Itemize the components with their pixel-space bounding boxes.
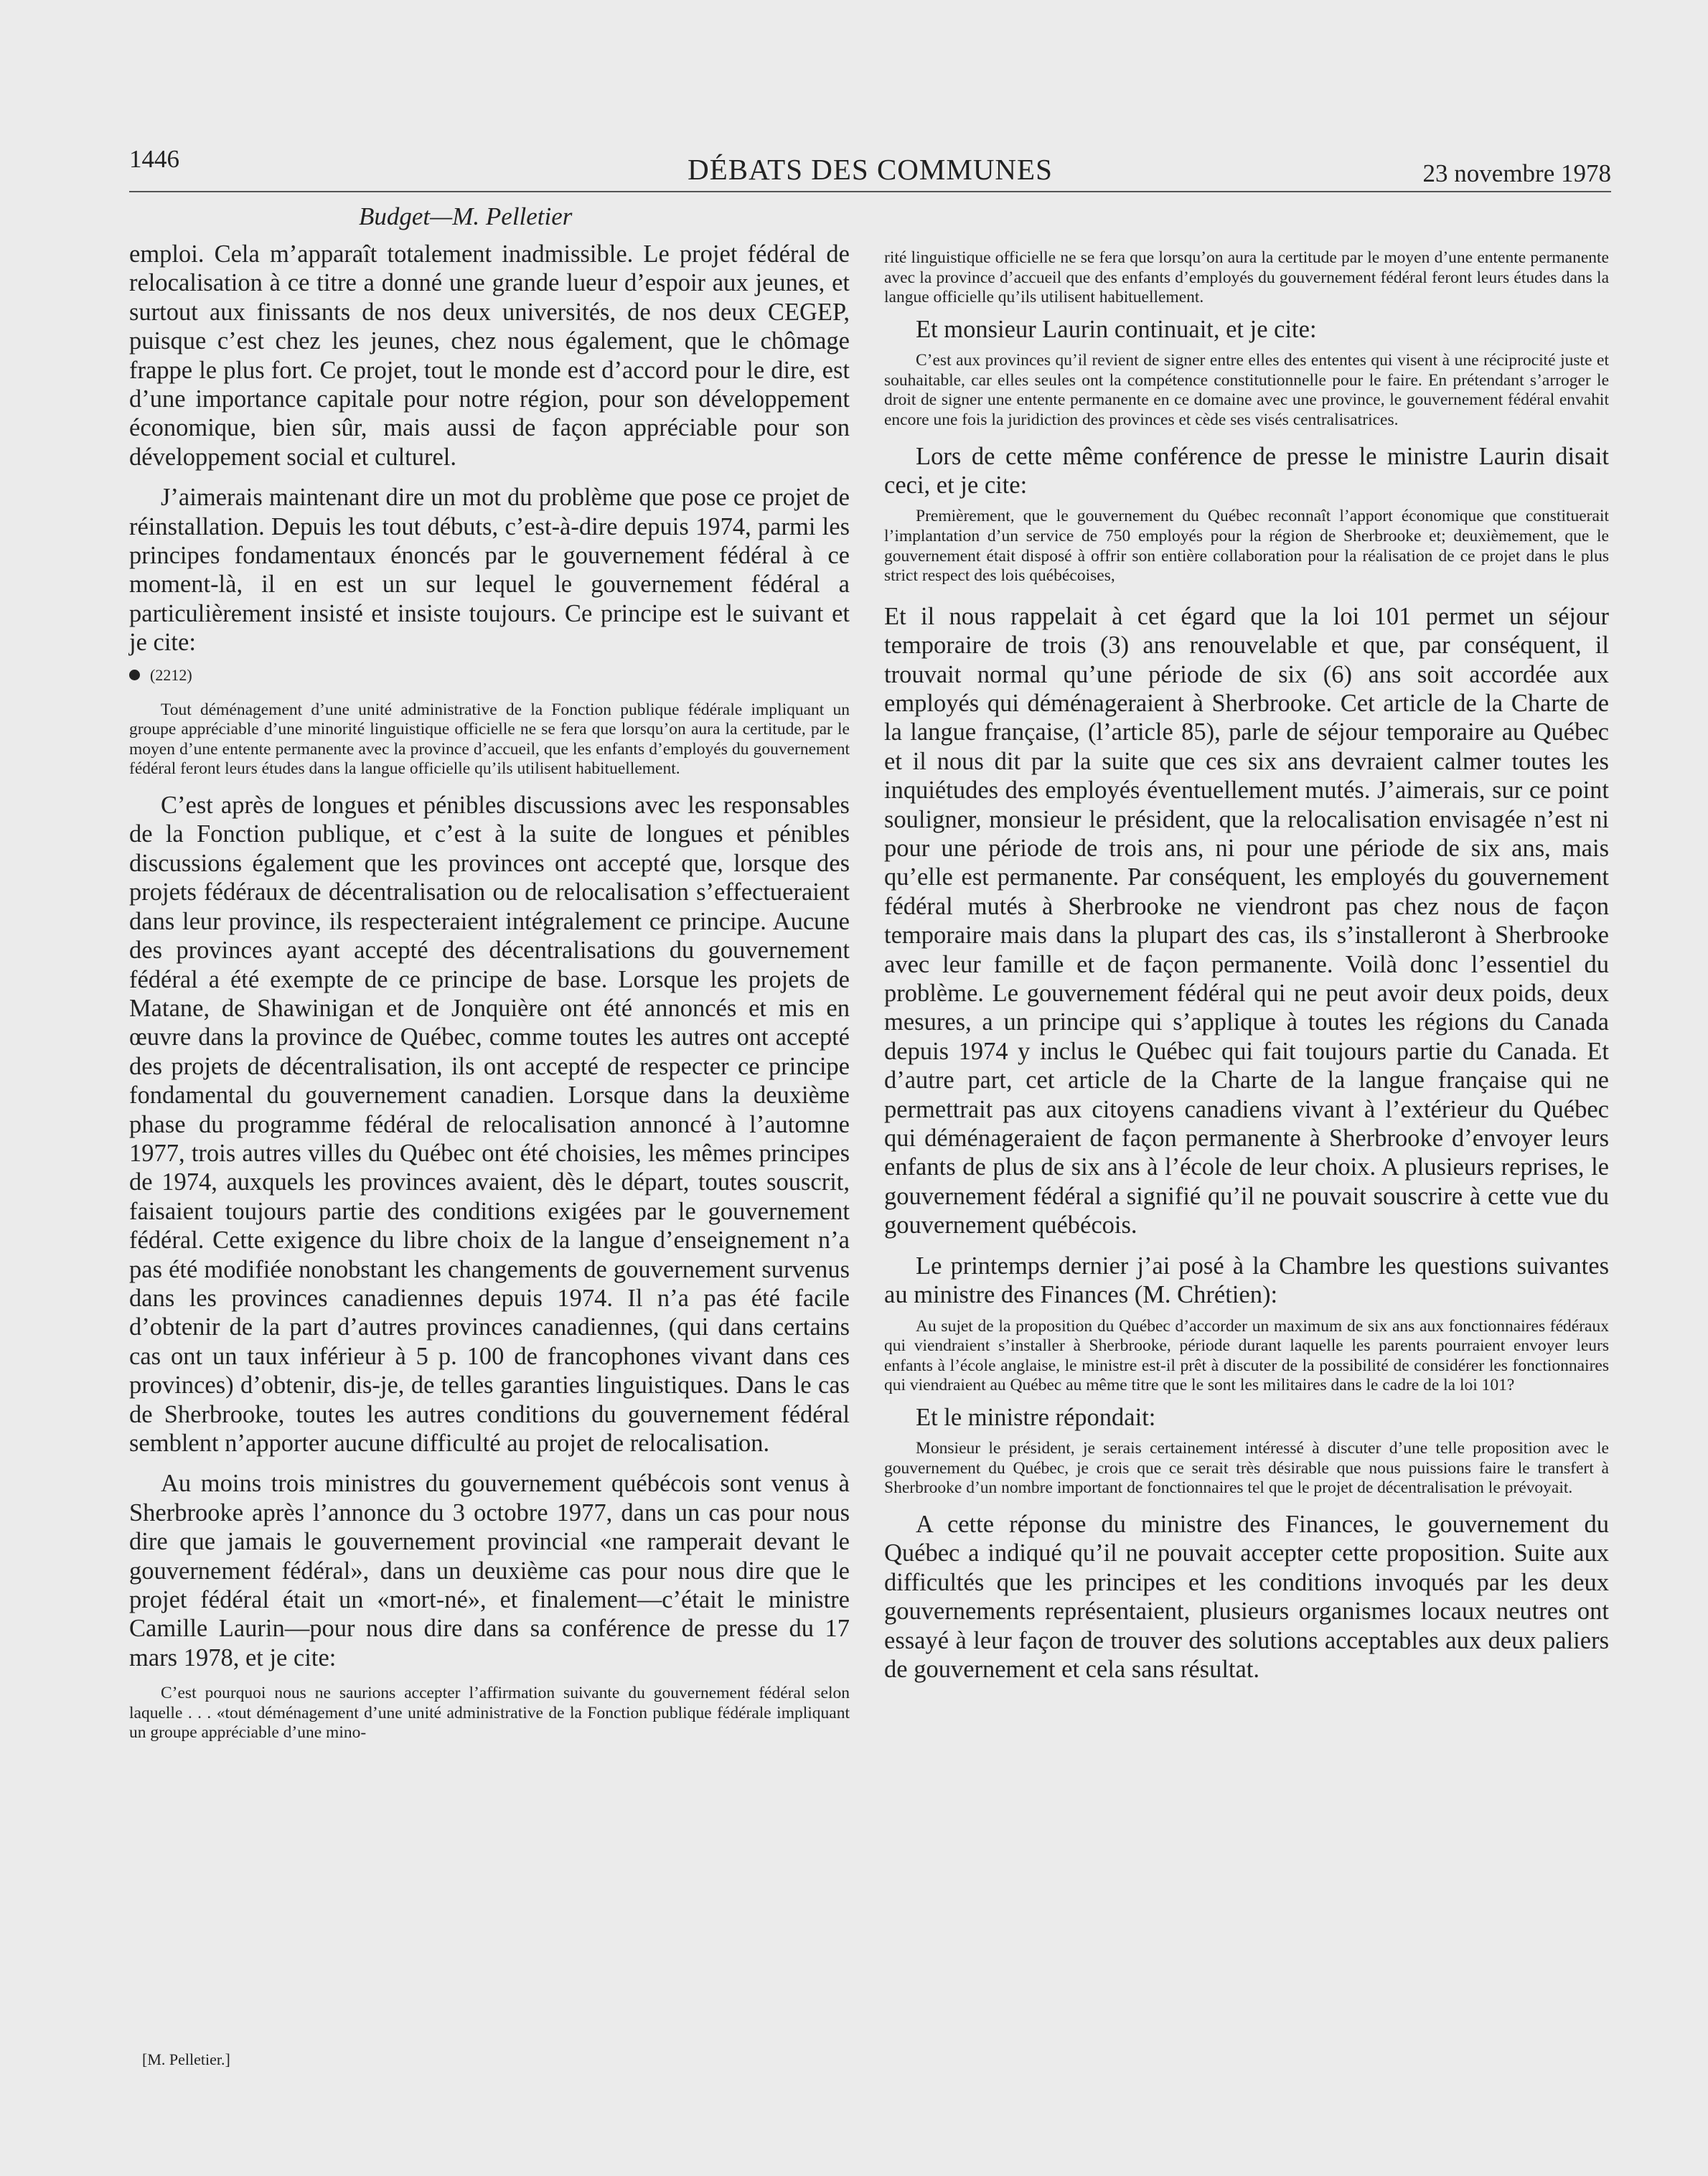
body-paragraph: Et le ministre répondait: bbox=[916, 1403, 1156, 1431]
running-subhead: Budget—M. Pelletier bbox=[359, 202, 573, 230]
journal-title: DÉBATS DES COMMUNES bbox=[688, 153, 1053, 186]
body-paragraph: Et il nous rappelait à cet égard que la loi 101 permet un séjour temporaire de trois (3) ans renouvelable et que, par conséquent, il trouvait normal qu’une période de six (6) ans soit accordée aux employés qui déménageraient à Sherbrooke. Cet article de la Charte de la langue française, (l’article 85), parle de séjour temporaire au Québec et il nous dit par la suite que ces six ans devraient calmer toutes les inquiétudes des employés éventuellement mutés. J’aimerais, sur ce point souligner, monsieur le président, que la relocalisation envisagée n’est ni pour une période de trois ans, ni pour une période de six ans, mais qu’elle est permanente. Par conséquent, les employés du gouvernement fédéral mutés à Sherbrooke ne viendront pas chez nous de façon temporaire mais dans la plupart des cas, ils s’installeront à Sherbrooke avec leur famille et de façon permanente. Voilà donc l’essentiel du problème. Le gouvernement fédéral qui ne peut avoir deux poids, deux mesures, a un principe qui s’applique à toutes les régions du Canada depuis 1974 y inclus le Québec qui fait toujours partie du Canada. Et d’autre part, cet article de la Charte de la langue française qui ne permettrait pas aux citoyens canadiens vivant à l’extérieur du Québec qui déménageraient de façon permanente à Sherbrooke d’envoyer leurs enfants de plus de six ans à l’école de leur choix. A plusieurs reprises, le gouvernement fédéral a signifié qu’il ne pouvait souscrire à cette vue du gouvernement québécois. bbox=[884, 602, 1609, 1239]
bullet-icon bbox=[129, 670, 140, 680]
body-paragraph: Lors de cette même conférence de presse le ministre Laurin disait ceci, et je cite: bbox=[884, 442, 1609, 499]
quotation: Tout déménagement d’une unité administrative de la Fonction publique fédérale impliquant un groupe appréciable d’une minorité linguistique officielle ne se fera que lorsqu’on aura la certitude, par le moyen d’une entente permanente avec la province d’accueil, que les enfants d’employés du gouvernement fédéral feront leurs études dans la langue officielle qu’ils utilisent habituellement. bbox=[129, 700, 850, 779]
page-number: 1446 bbox=[129, 145, 179, 173]
body-paragraph: C’est après de longues et pénibles discussions avec les responsables de la Fonction publique, et c’est à la suite de longues et pénibles discussions également que les provinces ont accepté que, lorsque des projets fédéraux de décentralisation ou de relocalisation s’effectueraient dans leur province, ils respecteraient intégralement ce principe. Aucune des provinces ayant accepté des décentralisations du gouvernement fédéral a été exempte de ce principe de base. Lorsque les projets de Matane, de Shawinigan et de Jonquière ont été annoncés et mis en œuvre dans la province de Québec, comme toutes les autres ont accepté des projets de décentralisation, ils ont accepté de respecter ce principe fondamental du gouvernement canadien. Lorsque dans la deuxième phase du programme fédéral de relocalisation annoncé à l’automne 1977, trois autres villes du Québec ont été choisies, les mêmes principes de 1974, auxquels les provinces avaient, dès le départ, toutes souscrit, faisaient toujours partie des conditions exigées par le gouvernement fédéral. Cette exigence du libre choix de la langue d’enseignement n’a pas été modifiée nonobstant les changements de gouvernement survenus dans les provinces canadiennes depuis 1974. Il n’a pas été facile d’obtenir de la part d’autres provinces canadiennes, (qui dans certains cas ont un taux inférieur à 5 p. 100 de francophones vivant dans ces provinces) d’obtenir, dis-je, de telles garanties linguistiques. Dans le cas de Sherbrooke, toutes les autres conditions du gouvernement fédéral semblent n’apporter aucune difficulté au projet de relocalisation. bbox=[129, 792, 850, 1457]
body-paragraph: Le printemps dernier j’ai posé à la Chambre les questions suivantes au ministre des Finances (M. Chrétien): bbox=[884, 1252, 1609, 1309]
left-column bbox=[129, 240, 850, 1743]
quotation: Monsieur le président, je serais certainement intéressé à discuter d’une telle proposition avec le gouvernement du Québec, je crois que ce serait très désirable que nous puissions faire le transfert à Sherbrooke d’un nombre important de fonctionnaires tel que le projet de décentralisation le prévoyait. bbox=[884, 1439, 1609, 1498]
body-paragraph: Au moins trois ministres du gouvernement québécois sont venus à Sherbrooke après l’annonce du 3 octobre 1977, dans un cas pour nous dire que jamais le gouvernement provincial «ne ramperait devant le gouvernement fédéral», dans un deuxième cas pour nous dire que le projet fédéral était un «mort-né», et finalement—c’était le ministre Camille Laurin—pour nous dire dans sa conférence de presse du 17 mars 1978, et je cite: bbox=[129, 1470, 850, 1671]
body-paragraph: emploi. Cela m’apparaît totalement inadmissible. Le projet fédéral de relocalisation à ce titre a donné une grande lueur d’espoir aux jeunes, et surtout aux finissants de nos deux universités, de nos deux CEGEP, puisque c’est chez les jeunes, chez nous également, que le chômage frappe le plus fort. Ce projet, tout le monde est d’accord pour le dire, est d’une importance capitale pour notre région, pour son développement économique, bien sûr, mais aussi de façon appréciable pour son développement social et culturel. bbox=[129, 240, 850, 471]
right-column bbox=[884, 248, 1609, 1684]
speaker-tag: [M. Pelletier.] bbox=[142, 2050, 230, 2068]
time-marker bbox=[129, 666, 850, 685]
quotation: C’est aux provinces qu’il revient de signer entre elles des ententes qui visent à une réciprocité juste et souhaitable, car elles seules ont la compétence constitutionnelle pour le faire. En prétendant s’arroger le droit de signer une entente permanente en ce domaine avec une province, le gouvernement fédéral envahit encore une fois la juridiction des provinces et cède ses visés centralisatrices. bbox=[884, 351, 1609, 429]
quotation: C’est pourquoi nous ne saurions accepter l’affirmation suivante du gouvernement fédéral selon laquelle . . . «tout déménagement d’une unité administrative de la Fonction publique fédérale impliquant un groupe appréciable d’une mino- bbox=[129, 1684, 850, 1743]
body-paragraph: J’aimerais maintenant dire un mot du problème que pose ce projet de réinstallation. Depuis les tout débuts, c’est-à-dire depuis 1974, parmi les principes fondamentaux énoncés par le gouvernement fédéral à ce moment-là, il en est un sur lequel le gouvernement fédéral a particulièrement insisté et insiste toujours. Ce principe est le suivant et je cite: bbox=[129, 484, 850, 657]
quotation: Premièrement, que le gouvernement du Québec reconnaît l’apport économique que constituerait l’implantation d’un service de 750 employés pour la région de Sherbrooke et; deuxièmement, que le gouvernement était disposé à offrir son entière collaboration pour la réalisation de ce projet dans le plus strict respect des lois québécoises, bbox=[884, 507, 1609, 586]
body-paragraph: Et monsieur Laurin continuait, et je cite: bbox=[916, 315, 1317, 343]
issue-date: 23 novembre 1978 bbox=[1422, 159, 1611, 187]
quotation: Au sujet de la proposition du Québec d’accorder un maximum de six ans aux fonctionnaires fédéraux qui viendraient s’installer à Sherbrooke, période durant laquelle les parents pourraient envoyer leurs enfants à l’école anglaise, le ministre est-il prêt à discuter de la possibilité de considérer les fonctionnaires qui viendraient au Québec au même titre que le sont les militaires dans le cadre de la loi 101? bbox=[884, 1316, 1609, 1395]
time-marker-label: (2212) bbox=[150, 665, 192, 684]
body-paragraph: A cette réponse du ministre des Finances, le gouvernement du Québec a indiqué qu’il ne pouvait accepter cette proposition. Suite aux difficultés que les principes et les conditions invoqués par les deux gouvernements représentaient, plusieurs organismes locaux neutres ont essayé à leur façon de trouver des solutions acceptables aux deux paliers de gouvernement et cela sans résultat. bbox=[884, 1511, 1609, 1684]
quotation: rité linguistique officielle ne se fera que lorsqu’on aura la certitude par le moyen d’une entente permanente avec la province d’accueil que des enfants d’employés du gouvernement fédéral feront leurs études dans la langue officielle qu’ils utilisent habituellement. bbox=[884, 248, 1609, 307]
page-header bbox=[129, 144, 1611, 192]
